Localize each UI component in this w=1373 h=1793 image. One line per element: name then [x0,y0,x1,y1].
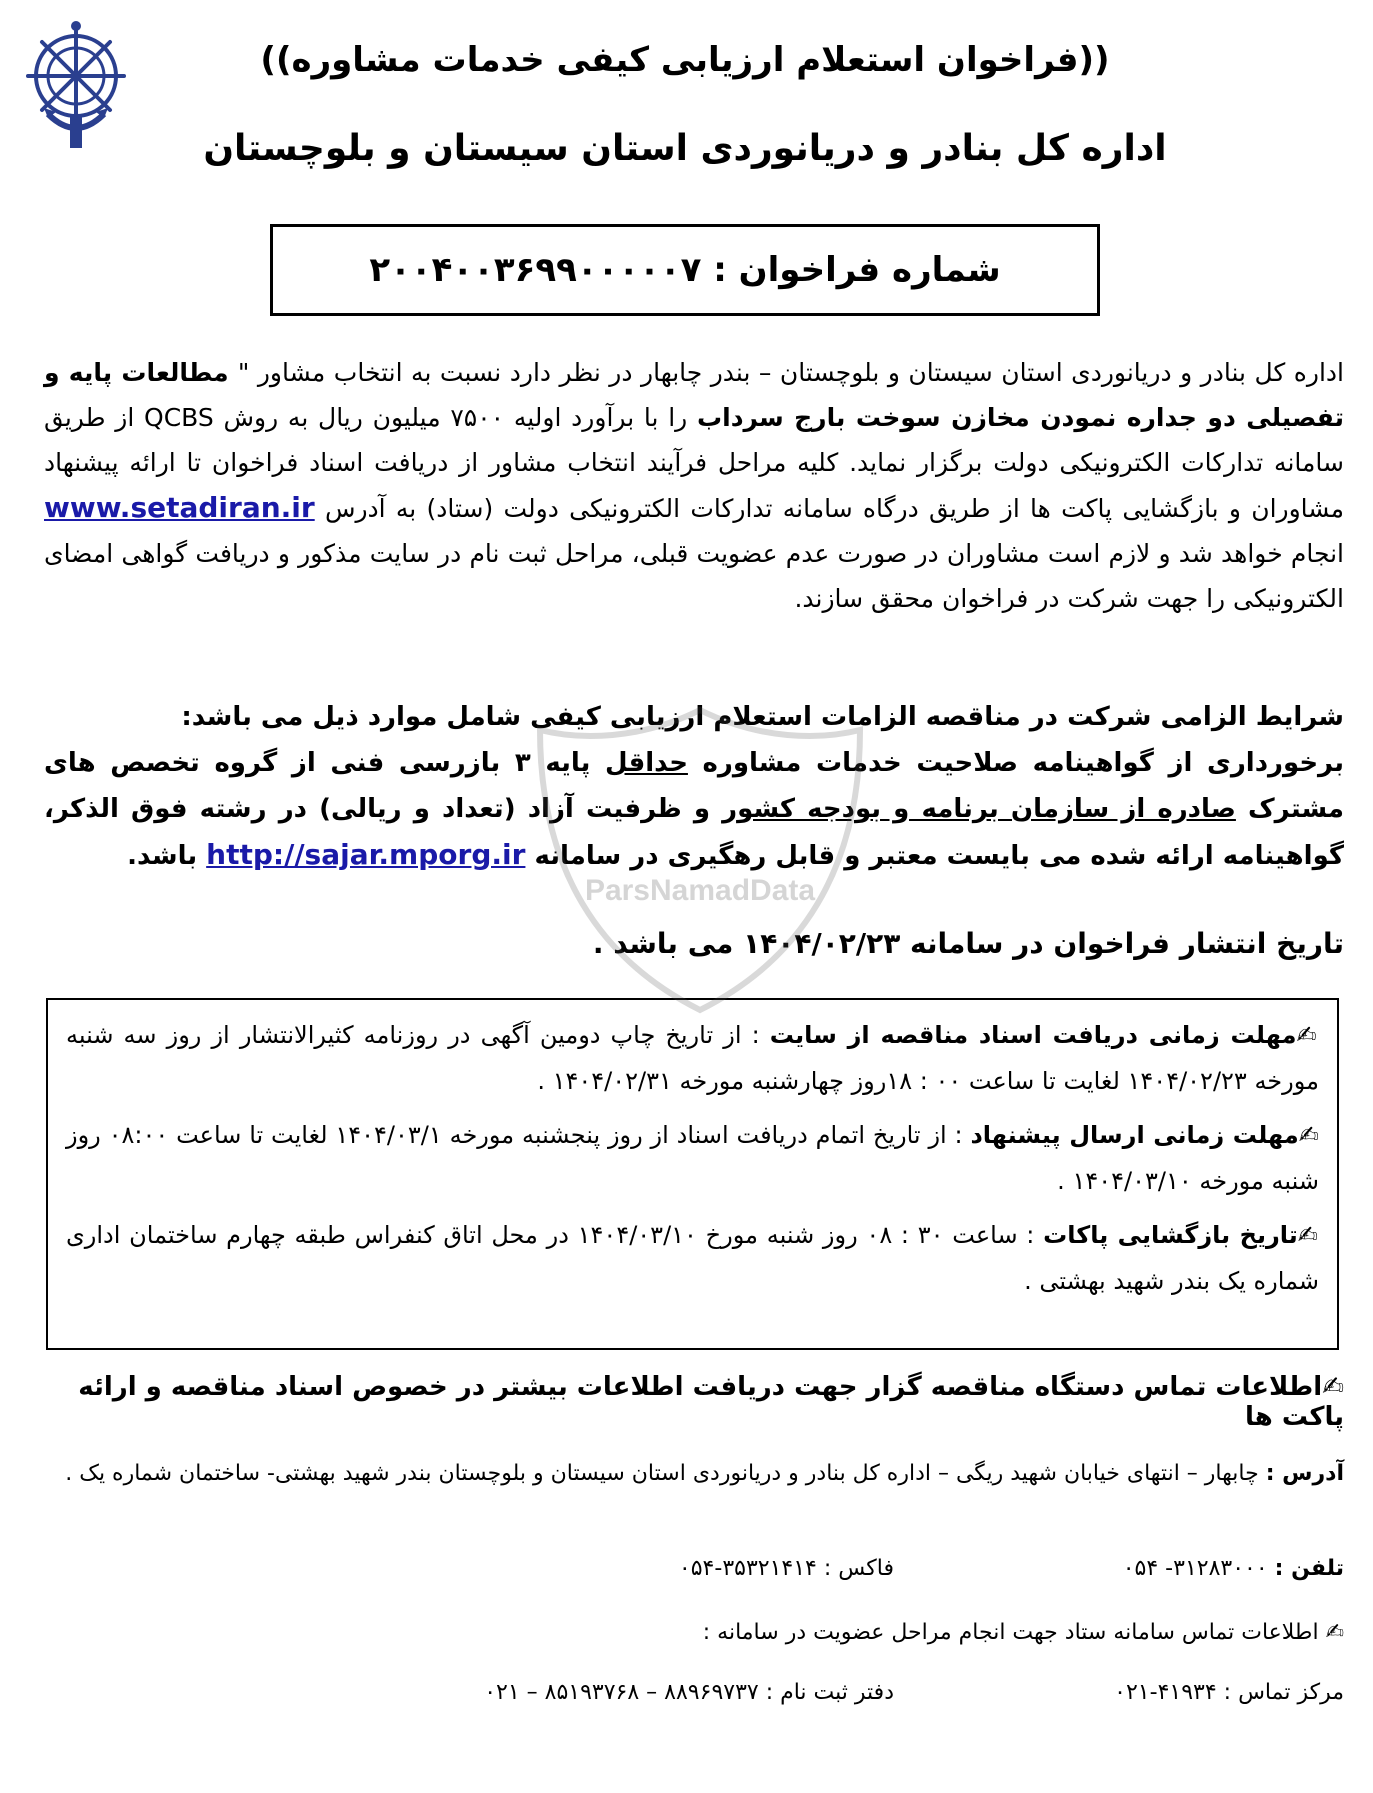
deadline-item [66,1012,1319,1104]
phone [1123,1556,1344,1581]
project-title: مطالعات پایه و تفصیلی دو جداره نمودن مخازن سوخت بارج سرداب [44,358,1344,432]
intro-text-3: انجام خواهد شد و لازم است مشاوران در صورت عدم عضویت قبلی، مراحل ثبت نام در سایت مذکور و دریافت گواهی امضای الکترونیکی را جهت شرکت در فراخوان محقق سازند. [44,539,1344,613]
call-number: شماره فراخوان : ۲۰۰۴۰۰۳۶۹۹۰۰۰۰۰۷ [369,250,1001,290]
watermark-text: ParsNamadData [584,874,816,907]
phone-number: ۳۱۲۸۳۰۰۰- ۰۵۴ [1122,1556,1275,1581]
intro-text-1: اداره کل بنادر و دریانوردی استان سیستان و بلوچستان – بندر چابهار در نظر دارد نسبت به انتخاب مشاور " [237,358,1344,387]
writing-hand-icon: ✍ [1322,1372,1344,1402]
fax: فاکس : ۳۵۳۲۱۴۱۴-۰۵۴ [678,1556,894,1581]
contact-title-text: اطلاعات تماس دستگاه مناقصه گزار جهت دریافت اطلاعات بیشتر در خصوص اسناد مناقصه و ارائه پاکت ها [78,1372,1344,1432]
intro-paragraph [44,350,1344,621]
call-center: مرکز تماس : ۴۱۹۳۴-۰۲۱ [1114,1680,1344,1705]
writing-hand-icon: ✍ [1297,1221,1320,1249]
requirements-heading: شرایط الزامی شرکت در مناقصه الزامات استعلام ارزیابی کیفی شامل موارد ذیل می باشد: [181,702,1344,732]
deadlines-box [46,998,1339,1350]
writing-hand-icon: ✍ [1325,1620,1344,1645]
organization-name: اداره کل بنادر و دریانوردی استان سیستان و بلوچستان [203,128,1167,169]
writing-hand-icon: ✍ [1298,1121,1320,1149]
address-label: آدرس : [1265,1461,1344,1486]
setad-contact-heading [44,1620,1344,1645]
req-issuer: صادره از سازمان برنامه و بودجه کشور [722,794,1236,824]
req-text-4: باشد. [127,841,207,871]
deadline-label: مهلت زمانی دریافت اسناد مناقصه از سایت [769,1021,1297,1049]
requirements-section [44,694,1344,879]
deadline-text: : از تاریخ چاپ دومین آگهی در روزنامه کثیرالانتشار از روز سه شنبه مورخه ۱۴۰۴/۰۲/۲۳ لغایت تا ساعت ۰۰ : ۱۸روز چهارشنبه مورخه ۱۴۰۴/۰۲/۳۱ . [66,1021,1319,1095]
address [44,1454,1344,1494]
req-text-2: پایه ۳ بازرسی فنی از گروه تخصص های مشترک [44,748,1345,824]
phone-label: تلفن : [1274,1556,1344,1581]
registration-office: دفتر ثبت نام : ۸۸۹۶۹۷۳۷ – ۸۵۱۹۳۷۶۸ – ۰۲۱ [484,1680,894,1705]
notice-title: ((فراخوان استعلام ارزیابی کیفی خدمات مشاوره)) [260,40,1110,80]
setad-link[interactable]: www.setadiran.ir [44,491,315,524]
req-text-1: برخورداری از گواهینامه صلاحیت خدمات مشاوره [687,748,1344,778]
setad-title-text: اطلاعات تماس سامانه ستاد جهت انجام مراحل عضویت در سامانه : [702,1620,1319,1645]
call-number-box [270,224,1100,316]
writing-hand-icon: ✍ [1296,1021,1320,1049]
deadline-text: : از تاریخ اتمام دریافت اسناد از روز پنجشنبه مورخه ۱۴۰۴/۰۳/۱ لغایت تا ساعت ۰۸:۰۰ روز شنبه مورخه ۱۴۰۴/۰۳/۱۰ . [66,1121,1319,1195]
ports-anchor-logo [22,18,130,154]
req-text-3: و ظرفیت آزاد (تعداد و ریالی) در رشته فوق الذکر، گواهینامه ارائه شده می بایست معتبر و قابل رهگیری در سامانه [44,794,1344,871]
req-min: حداقل [605,748,688,778]
deadline-item [66,1212,1319,1304]
deadline-label: مهلت زمانی ارسال پیشنهاد [970,1121,1299,1149]
sajar-link[interactable]: http://sajar.mporg.ir [206,838,526,871]
deadline-item [66,1112,1319,1204]
deadline-label: تاریخ بازگشایی پاکات [1043,1221,1298,1249]
contact-heading [44,1372,1344,1432]
intro-text-2: را با برآورد اولیه ۷۵۰۰ میلیون ریال به روش QCBS از طریق سامانه تدارکات الکترونیکی دولت برگزار نماید. کلیه مراحل فرآیند انتخاب مشاور از دریافت اسناد فراخوان تا ارائه پیشنهاد مشاوران و بازگشایی پاکت ها از طریق درگاه سامانه تدارکات الکترونیکی دولت (ستاد) به آدرس [44,403,1344,523]
address-text: چابهار – انتهای خیابان شهید ریگی – اداره کل بنادر و دریانوردی استان سیستان و بلوچستان بندر شهید بهشتی- ساختمان شماره یک . [65,1461,1266,1486]
publish-date: تاریخ انتشار فراخوان در سامانه ۱۴۰۴/۰۲/۲۳ می باشد . [592,927,1344,960]
deadline-text: : ساعت ۳۰ : ۰۸ روز شنبه مورخ ۱۴۰۴/۰۳/۱۰ در محل اتاق کنفراس طبقه چهارم ساختمان اداری شماره یک بندر شهید بهشتی . [66,1221,1319,1295]
